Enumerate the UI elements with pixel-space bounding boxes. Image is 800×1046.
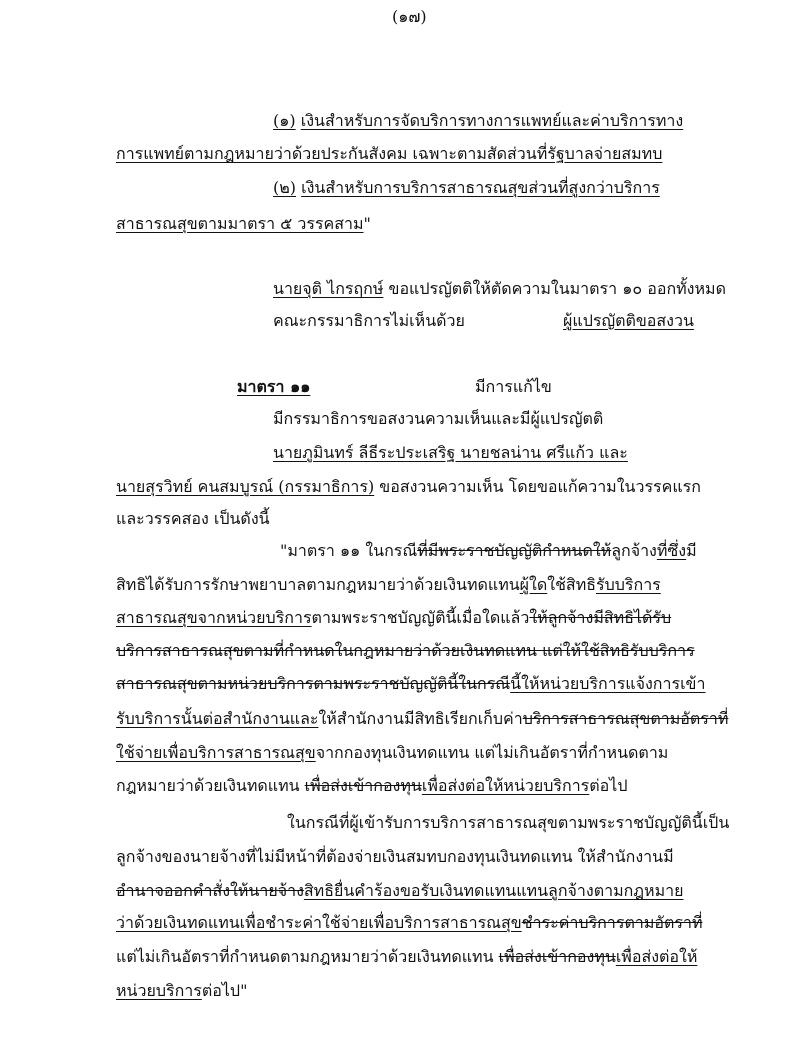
- q-struck: อำนาจออกคำสั่งให้นายจ้าง: [116, 881, 304, 900]
- quote-line-m: [116, 946, 697, 968]
- page-number: (๑๗): [392, 7, 427, 26]
- quote-line-d: บริการสาธารณสุขตามที่กำหนดในกฎหมายว่าด้วยเงินทดแทน แต่ให้ใช้สิทธิรับบริการ: [116, 641, 695, 660]
- quote-line-k: [116, 880, 684, 902]
- amendment-text: ขอแปรญัตติให้ตัดความในมาตรา ๑๐ ออกทั้งหมด: [388, 279, 726, 298]
- q-inserted: รับบริการนั้นต่อสำนักงานและ: [116, 709, 319, 728]
- q-inserted: รับบริการ: [596, 575, 661, 594]
- q-text: ต่อไป: [589, 776, 628, 795]
- amendment-line: [273, 278, 726, 300]
- q-inserted: ผู้ใด: [519, 575, 548, 594]
- q-text: แต่ไม่เกินอัตราที่กำหนดตามกฎหมายว่าด้วยเงินทดแทน: [116, 947, 494, 966]
- item-text: สาธารณสุขตามมาตรา ๕ วรรคสาม: [116, 214, 364, 233]
- q-inserted: ที่ซึ่ง: [656, 541, 687, 560]
- section-names-2: นายสุรวิทย์ คนสมบูรณ์ (กรรมาธิการ): [116, 477, 375, 496]
- q-inserted: ใช้จ่ายเพื่อบริการสาธารณสุข: [116, 743, 316, 762]
- quote-line-j: ลูกจ้างของนายจ้างที่ไม่มีหน้าที่ต้องจ่ายเงินสมทบกองทุนเงินทดแทน ให้สำนักงานมี: [116, 847, 674, 866]
- item-number: (๑): [273, 111, 296, 130]
- section-names-1: นายภูมินทร์ ลีธีระประเสริฐ นายชลน่าน ศรีแก้ว และ: [273, 443, 628, 462]
- q-inserted: เพื่อส่งต่อให้: [615, 947, 698, 966]
- section-line-3: และวรรคสอง เป็นดังนี้: [116, 509, 270, 528]
- quote-line-e: [116, 673, 705, 695]
- q-inserted: ว่าด้วยเงินทดแทนเพื่อชำระค่าใช้จ่ายเพื่อบริการสาธารณสุข: [116, 913, 522, 932]
- section-title: มาตรา ๑๑: [237, 377, 311, 396]
- q-struck: สาธารณสุขตามหน่วยบริการตามพระราชบัญญัตินี้ในกรณี: [116, 674, 511, 693]
- q-struck: ชำระค่าบริการตามอัตราที่: [521, 913, 703, 932]
- quote-line-l: [116, 912, 702, 934]
- q-inserted: หน่วยบริการ: [116, 981, 202, 1000]
- q-inserted: สาธารณสุขจากหน่วยบริการ: [116, 608, 312, 627]
- section-status: มีการแก้ไข: [475, 377, 552, 396]
- q-text: "มาตรา ๑๑ ในกรณี: [280, 541, 418, 560]
- q-text: ใช้สิทธิ: [547, 575, 596, 594]
- reservation-note: ผู้แปรญัตติขอสงวน: [563, 311, 694, 330]
- committee-line: คณะกรรมาธิการไม่เห็นด้วย: [273, 311, 465, 330]
- q-struck: บริการสาธารณสุขตามอัตราที่: [522, 709, 729, 728]
- item-text: เงินสำหรับการจัดบริการทางการแพทย์และค่าบริการทาง: [300, 111, 684, 130]
- q-text: ตามพระราชบัญญัตินี้เมื่อใดแล้ว: [311, 608, 530, 627]
- p1-line-4: [116, 213, 371, 235]
- quote-line-b: [116, 574, 661, 596]
- section-line-2: [116, 476, 701, 498]
- q-text: ให้สำนักงานมีสิทธิเรียกเก็บค่า: [318, 709, 523, 728]
- quote-line-c: [116, 607, 671, 629]
- section-line-1: มีกรรมาธิการขอสงวนความเห็นและมีผู้แปรญัตติ: [273, 409, 604, 428]
- item-number: (๒): [273, 178, 297, 197]
- close-quote: ": [363, 214, 371, 233]
- section-reserve-text: ขอสงวนความเห็น โดยขอแก้ความในวรรคแรก: [379, 477, 701, 496]
- quote-line-a: [280, 540, 697, 562]
- q-text: สิทธิได้รับการรักษาพยาบาลตามกฎหมายว่าด้วยเงินทดแทน: [116, 575, 520, 594]
- quote-line-h: [116, 775, 627, 797]
- item-text: เงินสำหรับการบริการสาธารณสุขส่วนที่สูงกว่าบริการ: [301, 178, 660, 197]
- q-text: ลูกจ้าง: [611, 541, 657, 560]
- q-text: มี: [686, 541, 697, 560]
- quote-line-i: ในกรณีที่ผู้เข้ารับการบริการสาธารณสุขตามพระราชบัญญัตินี้เป็น: [287, 813, 730, 832]
- q-inserted: เพื่อส่งต่อให้หน่วยบริการ: [421, 776, 590, 795]
- p1-line-2: การแพทย์ตามกฎหมายว่าด้วยประกันสังคม เฉพาะตามสัดส่วนที่รัฐบาลจ่ายสมทบ: [116, 144, 663, 163]
- q-struck: ที่มีพระราชบัญญัติกำหนดให้: [417, 541, 612, 560]
- q-text: ต่อไป": [201, 981, 248, 1000]
- q-text: จากกองทุนเงินทดแทน แต่ไม่เกินอัตราที่กำหนดตาม: [315, 743, 669, 762]
- quote-line-g: [116, 742, 668, 764]
- p1-line-3: [273, 177, 660, 199]
- q-struck: เพื่อส่งเข้ากองทุน: [498, 947, 616, 966]
- amender-name: นายจุติ ไกรฤกษ์: [273, 279, 384, 298]
- q-struck: เพื่อส่งเข้ากองทุน: [304, 776, 422, 795]
- p1-line-1: [273, 110, 683, 132]
- q-inserted: ให้หน่วยบริการแจ้งการเข้า: [521, 674, 706, 693]
- quote-line-f: [116, 708, 728, 730]
- q-inserted: นี้: [510, 674, 522, 693]
- quote-line-n: [116, 980, 247, 1002]
- q-inserted: สิทธิยื่นคำร้องขอรับเงินทดแทนแทนลูกจ้างตามกฎหมาย: [303, 881, 684, 900]
- q-text: กฎหมายว่าด้วยเงินทดแทน: [116, 776, 300, 795]
- q-struck: ให้ลูกจ้างมีสิทธิได้รับ: [529, 608, 672, 627]
